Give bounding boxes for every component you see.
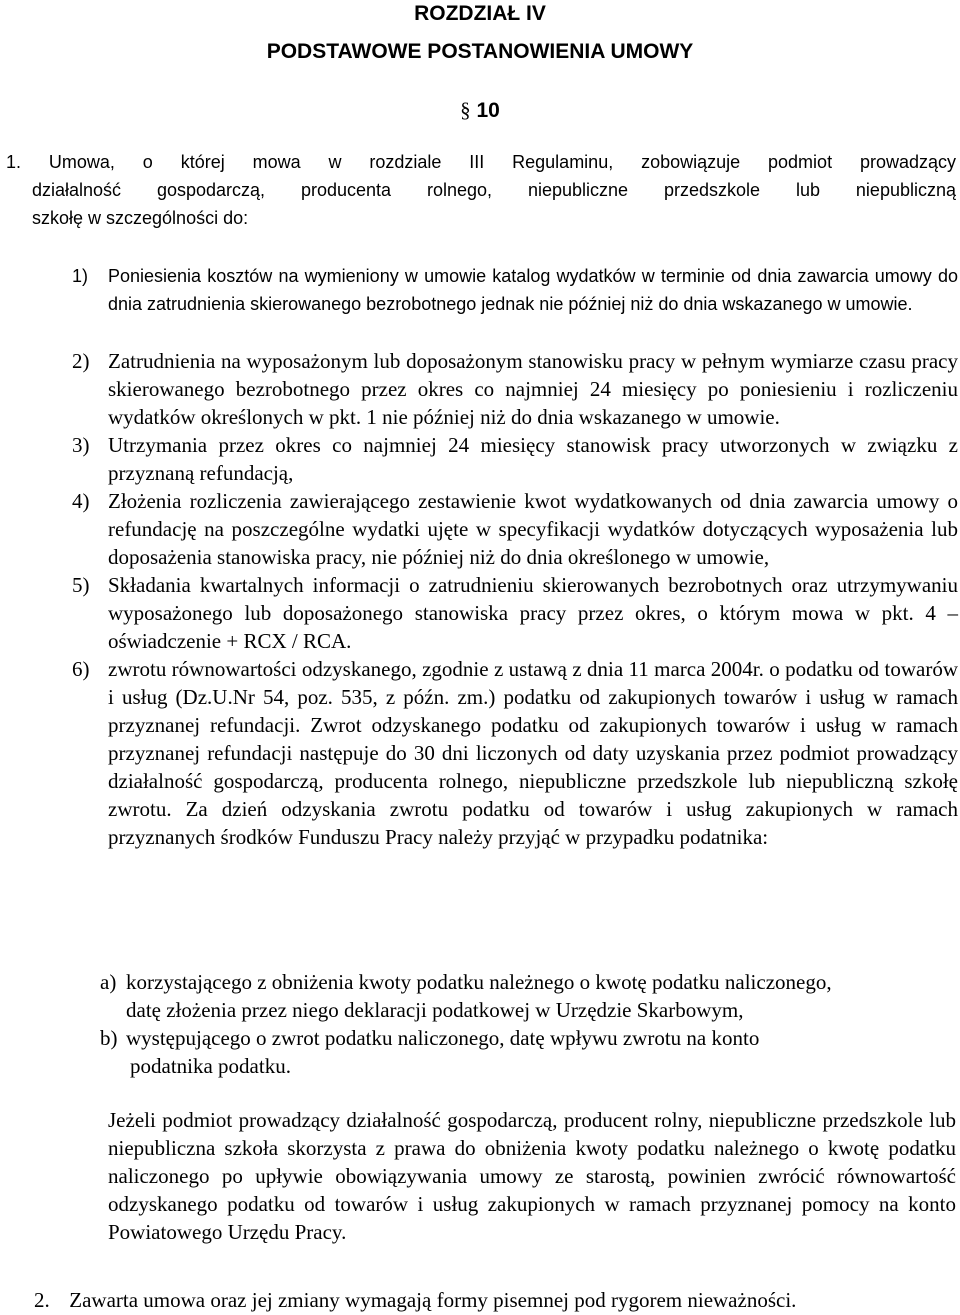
obligation-text: Składania kwartalnych informacji o zatrudnieniu skierowanych bezrobotnych oraz utrzymywaniu wyposażonego lub doposażonego stanowiska pracy przez okres, o którym mowa w pkt. 4 – oświadczenie + RCX / RCA. [108, 573, 958, 653]
point-1-number: 1. [6, 152, 22, 172]
obligation-number: 6) [72, 657, 90, 681]
case-letter: b) [100, 1026, 118, 1050]
taxpayer-cases [100, 968, 956, 1080]
obligations-list-part-2 [36, 347, 958, 851]
point-2-number: 2. [34, 1288, 50, 1312]
point-1-text-line-1: Umowa, o której mowa w rozdziale III Regulaminu, zobowiązuje podmiot prowadzący [48, 152, 956, 172]
obligation-number: 2) [72, 349, 90, 373]
obligation-text: Poniesienia kosztów na wymieniony w umowie katalog wydatków w terminie od dnia zawarcia umowy do dnia zatrudnienia skierowanego bezrobotnego jednak nie później niż do dnia wskazanego w umowie. [108, 266, 958, 314]
obligation-item-1 [36, 262, 958, 318]
obligation-item-6 [36, 655, 958, 851]
taxpayer-case-a [100, 968, 956, 1024]
obligation-number: 5) [72, 573, 90, 597]
section-heading [0, 96, 960, 125]
case-line-1: występującego o zwrot podatku naliczonego, datę wpływu zwrotu na konto [126, 1026, 760, 1050]
case-line-2: datę złożenia przez niego deklaracji podatkowej w Urzędzie Skarbowym, [126, 998, 744, 1022]
point-1-intro [6, 148, 956, 232]
section-number: 10 [476, 99, 500, 122]
chapter-title: ROZDZIAŁ IV [414, 2, 546, 25]
obligations-list-part-1 [36, 262, 958, 318]
obligation-text: Zatrudnienia na wyposażonym lub doposażonym stanowisku pracy w pełnym wymiarze czasu pracy skierowanego bezrobotnego przez okres co najmniej 24 miesięcy po poniesieniu i rozliczeniu wydatków określonych w pkt. 1 nie później niż do dnia wskazanego w umowie. [108, 349, 958, 429]
obligation-text: Utrzymania przez okres co najmniej 24 miesięcy stanowisk pracy utworzonych w związku z przyznaną refundacją, [108, 433, 958, 485]
tax-reduction-paragraph: Jeżeli podmiot prowadzący działalność gospodarczą, producent rolny, niepubliczne przedszkole lub niepubliczna szkoła skorzysta z prawa do obniżenia kwoty podatku należnego o kwotę podatku naliczonego po upływie obowiązywania umowy ze starostą, powinien zwrócić równowartość odzyskanego podatku od towarów i usług zakupionych w ramach przyznanej pomocy na konto Powiatowego Urzędu Pracy. [108, 1108, 956, 1244]
obligation-number: 1) [72, 266, 89, 286]
chapter-subtitle: PODSTAWOWE POSTANOWIENIA UMOWY [266, 40, 694, 63]
point-1-line-3: szkołę w szczególności do: [32, 208, 249, 228]
section-symbol: § [460, 98, 471, 122]
case-line-1: korzystającego z obniżenia kwoty podatku należnego o kwotę podatku naliczonego, [126, 970, 832, 994]
obligation-number: 4) [72, 489, 90, 513]
obligation-text: Złożenia rozliczenia zawierającego zestawienie kwot wydatkowanych od dnia zawarcia umowy o refundację na poszczególne wydatki ujęte w specyfikacji wydatków dotyczących wyposażenia lub doposażenia stanowiska pracy, nie później niż do dnia określonego w umowie, [108, 489, 958, 569]
point-2-text: Zawarta umowa oraz jej zmiany wymagają formy pisemnej pod rygorem nieważności. [69, 1288, 797, 1312]
obligation-item-4 [36, 487, 958, 571]
case-letter: a) [100, 970, 117, 994]
obligation-item-2 [36, 347, 958, 431]
case-line-2: podatnika podatku. [130, 1054, 291, 1078]
obligation-item-3 [36, 431, 958, 487]
taxpayer-case-b [100, 1024, 956, 1080]
point-2 [34, 1286, 960, 1314]
obligation-number: 3) [72, 433, 90, 457]
obligation-item-5 [36, 571, 958, 655]
obligation-text: zwrotu równowartości odzyskanego, zgodnie z ustawą z dnia 11 marca 2004r. o podatku od towarów i usług (Dz.U.Nr 54, poz. 535, z późn. zm.) podatku od zakupionych towarów i usług w ramach przyznanej refundacji. Zwrot odzyskanego podatku od zakupionych towarów i usług w ramach przyznanej refundacji następuje do 30 dni liczonych od daty uzyskania przez podmiot prowadzący działalność gospodarczą, producenta rolnego, niepubliczne przedszkole lub niepubliczną szkołę zwrotu. Za dzień odzyskania zwrotu podatku od towarów i usług zakupionych w ramach przyznanych środków Funduszu Pracy należy przyjąć w przypadku podatnika: [108, 657, 958, 849]
point-1-line-2: działalność gospodarczą, producenta rolnego, niepubliczne przedszkole lub niepubliczną [32, 180, 956, 200]
point-1-line-1 [6, 148, 956, 176]
